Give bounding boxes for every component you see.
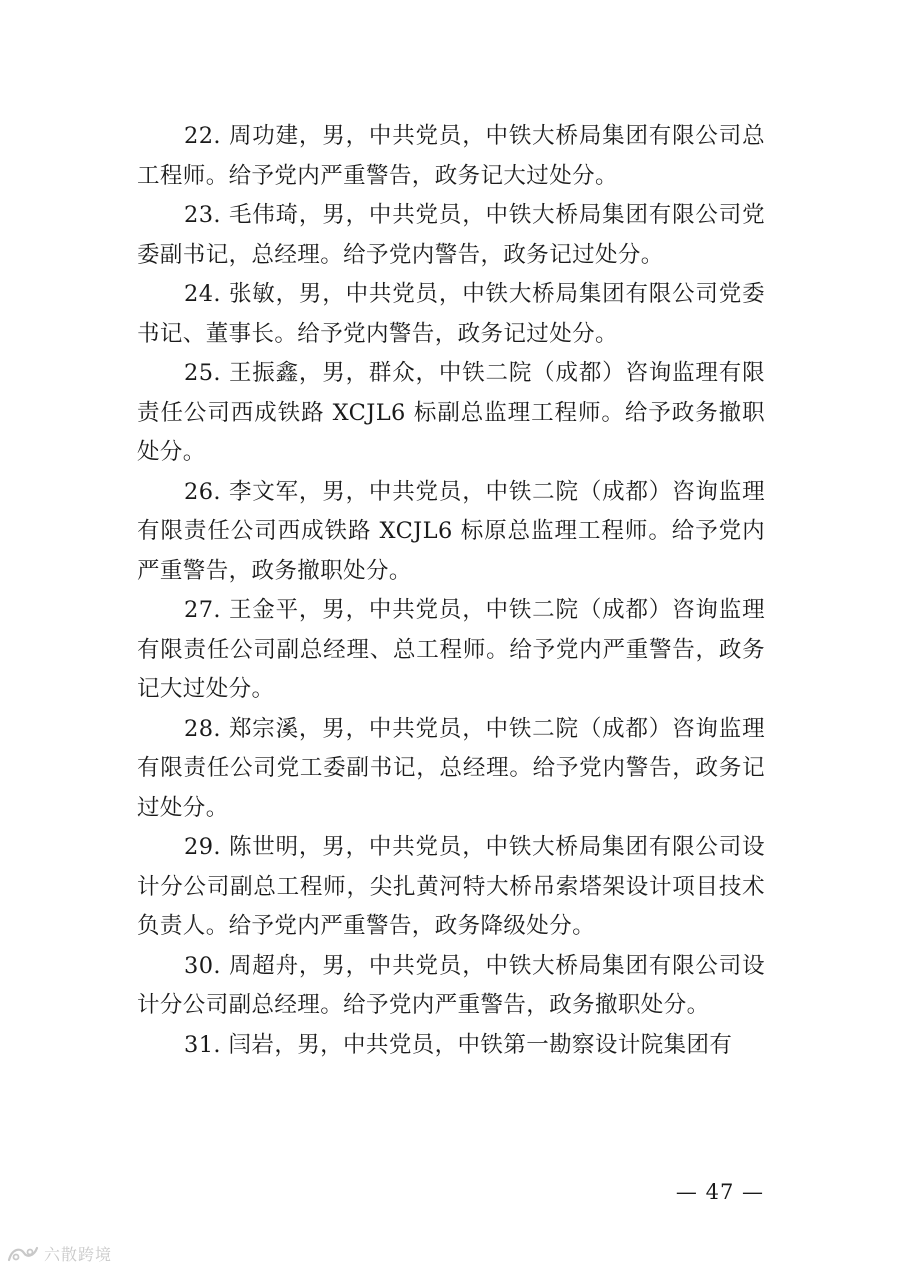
document-body — [137, 117, 765, 1065]
paragraph-25: 25. 王振鑫，男，群众，中铁二院（成都）咨询监理有限责任公司西成铁路 XCJL6 标副总监理工程师。给予政务撤职处分。 — [137, 360, 765, 465]
paragraph-26: 26. 李文军，男，中共党员，中铁二院（成都）咨询监理有限责任公司西成铁路 XCJL6 标原总监理工程师。给予党内严重警告，政务撤职处分。 — [137, 478, 765, 584]
paragraph-28: 28. 郑宗溪，男，中共党员，中铁二院（成都）咨询监理有限责任公司党工委副书记，总经理。给予党内警告，政务记过处分。 — [137, 715, 765, 821]
watermark — [6, 1242, 112, 1265]
paragraph-24: 24. 张敏，男，中共党员，中铁大桥局集团有限公司党委书记、董事长。给予党内警告，政务记过处分。 — [137, 281, 765, 347]
paragraph-23: 23. 毛伟琦，男，中共党员，中铁大桥局集团有限公司党委副书记，总经理。给予党内警告，政务记过处分。 — [137, 202, 765, 268]
paragraph-29: 29. 陈世明，男，中共党员，中铁大桥局集团有限公司设计分公司副总工程师，尖扎黄河特大桥吊索塔架设计项目技术负责人。给予党内严重警告，政务降级处分。 — [137, 834, 765, 939]
page-number: — 47 — — [675, 1180, 764, 1204]
paragraph-30: 30. 周超舟，男，中共党员，中铁大桥局集团有限公司设计分公司副总经理。给予党内严重警告，政务撤职处分。 — [137, 952, 765, 1018]
watermark-logo-icon — [6, 1243, 40, 1265]
paragraph-22: 22. 周功建，男，中共党员，中铁大桥局集团有限公司总工程师。给予党内严重警告，政务记大过处分。 — [137, 123, 765, 189]
paragraph-31: 31. 闫岩，男，中共党员，中铁第一勘察设计院集团有 — [184, 1031, 733, 1058]
watermark-text: 六散跨境 — [44, 1245, 113, 1264]
paragraph-27: 27. 王金平，男，中共党员，中铁二院（成都）咨询监理有限责任公司副总经理、总工程师。给予党内严重警告，政务记大过处分。 — [137, 597, 765, 702]
